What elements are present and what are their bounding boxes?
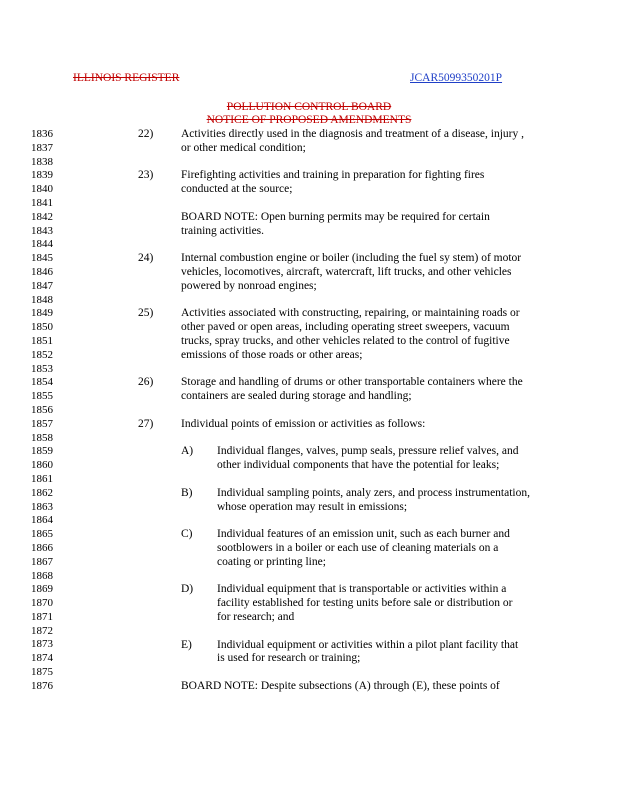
document-id-link[interactable]: JCAR5099350201P: [410, 72, 503, 84]
item-text-line: for research; and: [217, 611, 295, 623]
item-number-i22: 22): [138, 128, 154, 140]
item-text-line: Storage and handling of drums or other transportable containers where the: [181, 376, 523, 389]
item-number-i25: 25): [138, 307, 154, 320]
line-number: 1857: [31, 417, 53, 430]
line-number: 1860: [31, 459, 53, 472]
item-number-i26: 26): [138, 376, 154, 389]
line-number: 1842: [31, 210, 53, 223]
item-text-line: other individual components that have the potential for leaks;: [217, 459, 500, 472]
line-number: 1867: [31, 555, 53, 568]
line-number: 1874: [31, 652, 53, 665]
item-text-line: is used for research or training;: [217, 652, 361, 665]
line-number: 1843: [31, 224, 53, 237]
line-number: 1862: [31, 486, 53, 499]
notice-title: NOTICE OF PROPOSED AMENDMENTS: [206, 114, 412, 126]
item-number-B: B): [181, 486, 193, 499]
item-text-line: powered by nonroad engines;: [181, 279, 317, 292]
line-number: 1873: [31, 638, 53, 651]
line-number: 1871: [31, 610, 53, 623]
line-number: 1840: [31, 183, 53, 196]
item-text-line: Individual flanges, valves, pump seals, pressure relief valves, and: [217, 445, 519, 458]
item-text-line: vehicles, locomotives, aircraft, watercraft, lift trucks, and other vehicles: [181, 266, 512, 278]
item-text-line: Individual equipment that is transportable or activities within a: [217, 583, 507, 596]
item-text-line: trucks, spray trucks, and other vehicles related to the control of fugitive: [181, 335, 510, 347]
item-text-line: other paved or open areas, including operating street sweepers, vacuum: [181, 321, 510, 334]
item-text-line: coating or printing line;: [217, 555, 326, 568]
line-number: 1865: [31, 528, 53, 541]
item-text-line: Activities directly used in the diagnosis and treatment of a disease, injury ,: [181, 128, 524, 140]
item-number-C: C): [181, 528, 193, 541]
line-number: 1850: [31, 321, 53, 334]
item-number-i27: 27): [138, 417, 154, 430]
item-text-line: sootblowers in a boiler or each use of cleaning materials on a: [217, 542, 499, 554]
line-number: 1875: [31, 666, 53, 679]
item-number-D: D): [181, 583, 194, 596]
item-text-line: Activities associated with constructing, repairing, or maintaining roads or: [181, 307, 520, 320]
line-number: 1844: [31, 238, 53, 251]
line-number: 1855: [31, 390, 53, 403]
item-text-line: Individual features of an emission unit, such as each burner and: [217, 528, 510, 541]
line-number: 1858: [31, 431, 53, 444]
line-number: 1863: [31, 500, 53, 513]
line-number: 1854: [31, 376, 53, 389]
line-number: 1870: [31, 597, 53, 610]
line-number: 1838: [31, 155, 53, 168]
line-number: 1852: [31, 348, 53, 361]
line-number: 1845: [31, 252, 53, 265]
line-numbers-column: [31, 128, 53, 694]
item-number-A: A): [181, 445, 194, 458]
item-text-line: Individual sampling points, analy zers, and process instrumentation,: [217, 486, 530, 499]
line-number: 1839: [31, 169, 53, 182]
board-note-line: training activities.: [181, 224, 265, 237]
item-text-line: Internal combustion engine or boiler (including the fuel sy stem) of motor: [181, 252, 522, 265]
item-text-line: Individual equipment or activities within a pilot plant facility that: [217, 638, 519, 651]
item-text-line: containers are sealed during storage and handling;: [181, 390, 412, 403]
item-number-i24: 24): [138, 252, 154, 265]
item-text-line: or other medical condition;: [181, 141, 306, 154]
line-number: 1851: [31, 334, 53, 347]
item-text-line: facility established for testing units before sale or distribution or: [217, 597, 513, 610]
item-text-line: emissions of those roads or other areas;: [181, 348, 363, 361]
line-number: 1837: [31, 141, 53, 154]
line-number: 1849: [31, 307, 53, 320]
item-number-E: E): [181, 638, 192, 651]
item-text-line: whose operation may result in emissions;: [217, 500, 408, 513]
line-number: 1846: [31, 265, 53, 278]
line-number: 1841: [31, 196, 53, 209]
line-number: 1868: [31, 569, 53, 582]
item-text-line: Individual points of emission or activities as follows:: [181, 417, 426, 430]
line-number: 1853: [31, 362, 53, 375]
line-number: 1861: [31, 472, 53, 485]
line-number: 1848: [31, 293, 53, 306]
item-text-line: Firefighting activities and training in preparation for fighting fires: [181, 169, 485, 182]
board-note-line: BOARD NOTE: Open burning permits may be required for certain: [181, 210, 490, 223]
line-number: 1859: [31, 445, 53, 458]
line-number: 1864: [31, 514, 53, 527]
line-number: 1876: [31, 679, 53, 692]
board-title: POLLUTION CONTROL BOARD: [226, 101, 392, 113]
item-text-line: conducted at the source;: [181, 183, 293, 196]
line-number: 1866: [31, 541, 53, 554]
line-number: 1869: [31, 583, 53, 596]
line-number: 1872: [31, 624, 53, 637]
line-number: 1856: [31, 403, 53, 416]
item-number-i23: 23): [138, 169, 154, 182]
board-note-line: BOARD NOTE: Despite subsections (A) through (E), these points of: [181, 680, 500, 692]
line-number: 1836: [31, 128, 53, 140]
register-header-left: ILLINOIS REGISTER: [73, 72, 180, 84]
line-number: 1847: [31, 279, 53, 292]
